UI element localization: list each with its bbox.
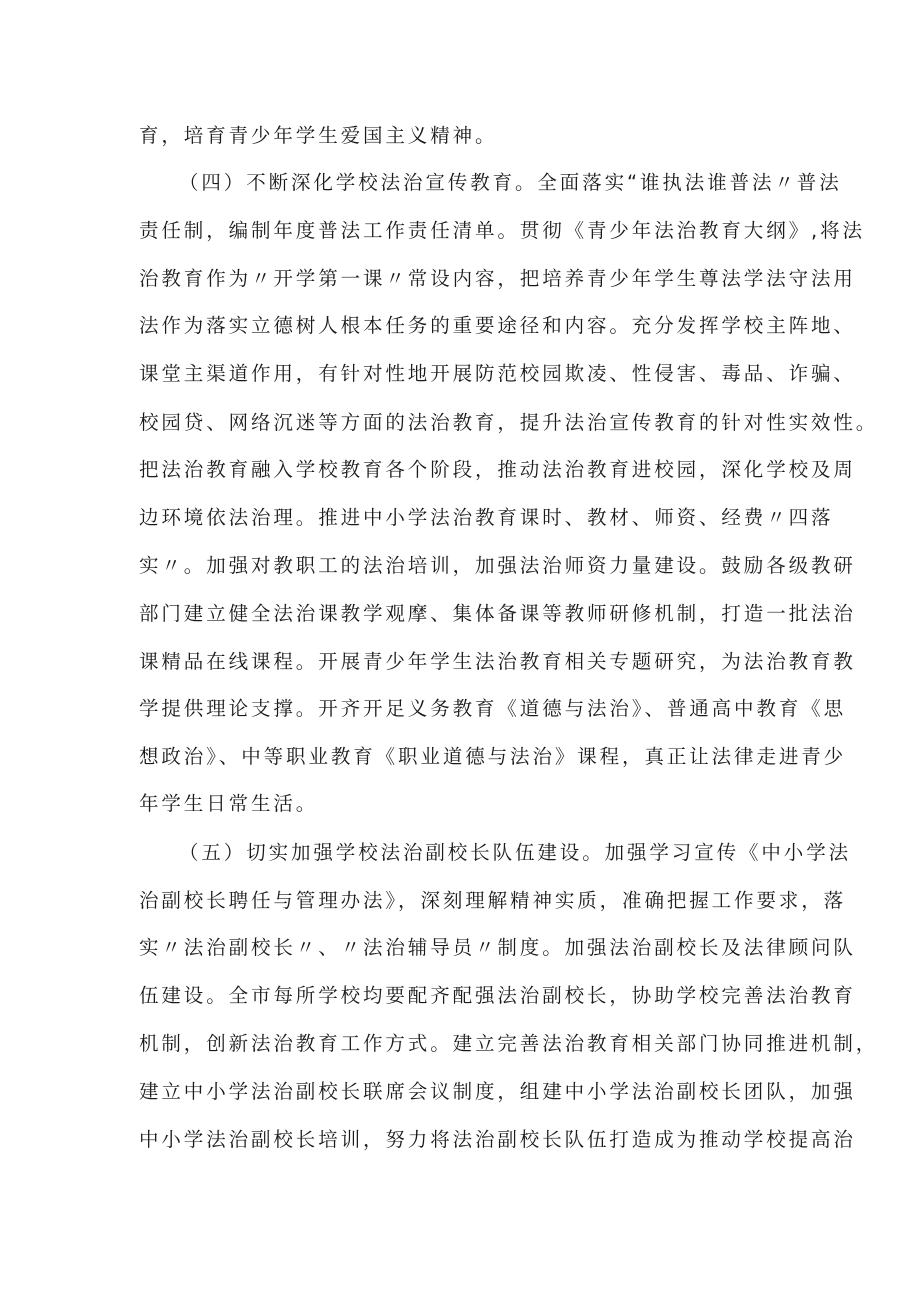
section-heading-line: （五）切实加强学校法治副校长队伍建设。加强学习宣传《中小学法 <box>179 841 852 864</box>
text-line: 年学生日常生活。 <box>139 792 319 815</box>
text-line: 伍建设。全市每所学校均要配齐配强法治副校长，协助学校完善法治教育 <box>139 984 856 1007</box>
text-line: 建立中小学法治副校长联席会议制度，组建中小学法治副校长团队，加强 <box>139 1080 856 1103</box>
text-line: 想政治》、中等职业教育《职业道德与法治》课程，真正让法律走进青少 <box>139 745 847 768</box>
text-line: 边环境依法治理。推进中小学法治教育课时、教材、师资、经费〃四落 <box>139 506 834 529</box>
text-line: 实〃。加强对教职工的法治培训，加强法治师资力量建设。鼓励各级教研 <box>139 554 856 577</box>
text-line: 中小学法治副校长培训，努力将法治副校长队伍打造成为推动学校提高治 <box>139 1128 856 1151</box>
text-line: 把法治教育融入学校教育各个阶段，推动法治教育进校园，深化学校及周 <box>139 458 856 481</box>
text-line: 治教育作为〃开学第一课〃常设内容，把培养青少年学生尊法学法守法用 <box>139 267 856 290</box>
text-line: 学提供理论支撑。开齐开足义务教育《道德与法治》、普通高中教育《思 <box>139 697 847 720</box>
text-line: 治副校长聘任与管理办法》，深刻理解精神实质，准确把握工作要求，落 <box>139 889 847 912</box>
text-line: 实〃法治副校长〃、〃法治辅导员〃制度。加强法治副校长及法律顾问队 <box>139 936 856 959</box>
text-line: 法作为落实立德树人根本任务的重要途径和内容。充分发挥学校主阵地、 <box>139 314 856 337</box>
text-line: 校园贷、网络沉迷等方面的法治教育，提升法治宣传教育的针对性实效性。 <box>139 411 879 434</box>
text-line: 课精品在线课程。开展青少年学生法治教育相关专题研究，为法治教育教 <box>139 650 856 673</box>
text-line: 课堂主渠道作用，有针对性地开展防范校园欺凌、性侵害、毒品、诈骗、 <box>139 362 856 385</box>
text-line: 部门建立健全法治课教学观摩、集体备课等教师研修机制，打造一批法治 <box>139 602 856 625</box>
text-line: 育，培育青少年学生爱国主义精神。 <box>139 124 498 147</box>
text-line: 机制，创新法治教育工作方式。建立完善法治教育相关部门协同推进机制， <box>139 1032 879 1055</box>
section-heading-line: （四）不断深化学校法治宣传教育。全面落实“谁执法谁普法〃普法 <box>179 171 842 194</box>
text-line: 责任制，编制年度普法工作责任清单。贯彻《青少年法治教育大纲》,将法 <box>139 219 865 242</box>
